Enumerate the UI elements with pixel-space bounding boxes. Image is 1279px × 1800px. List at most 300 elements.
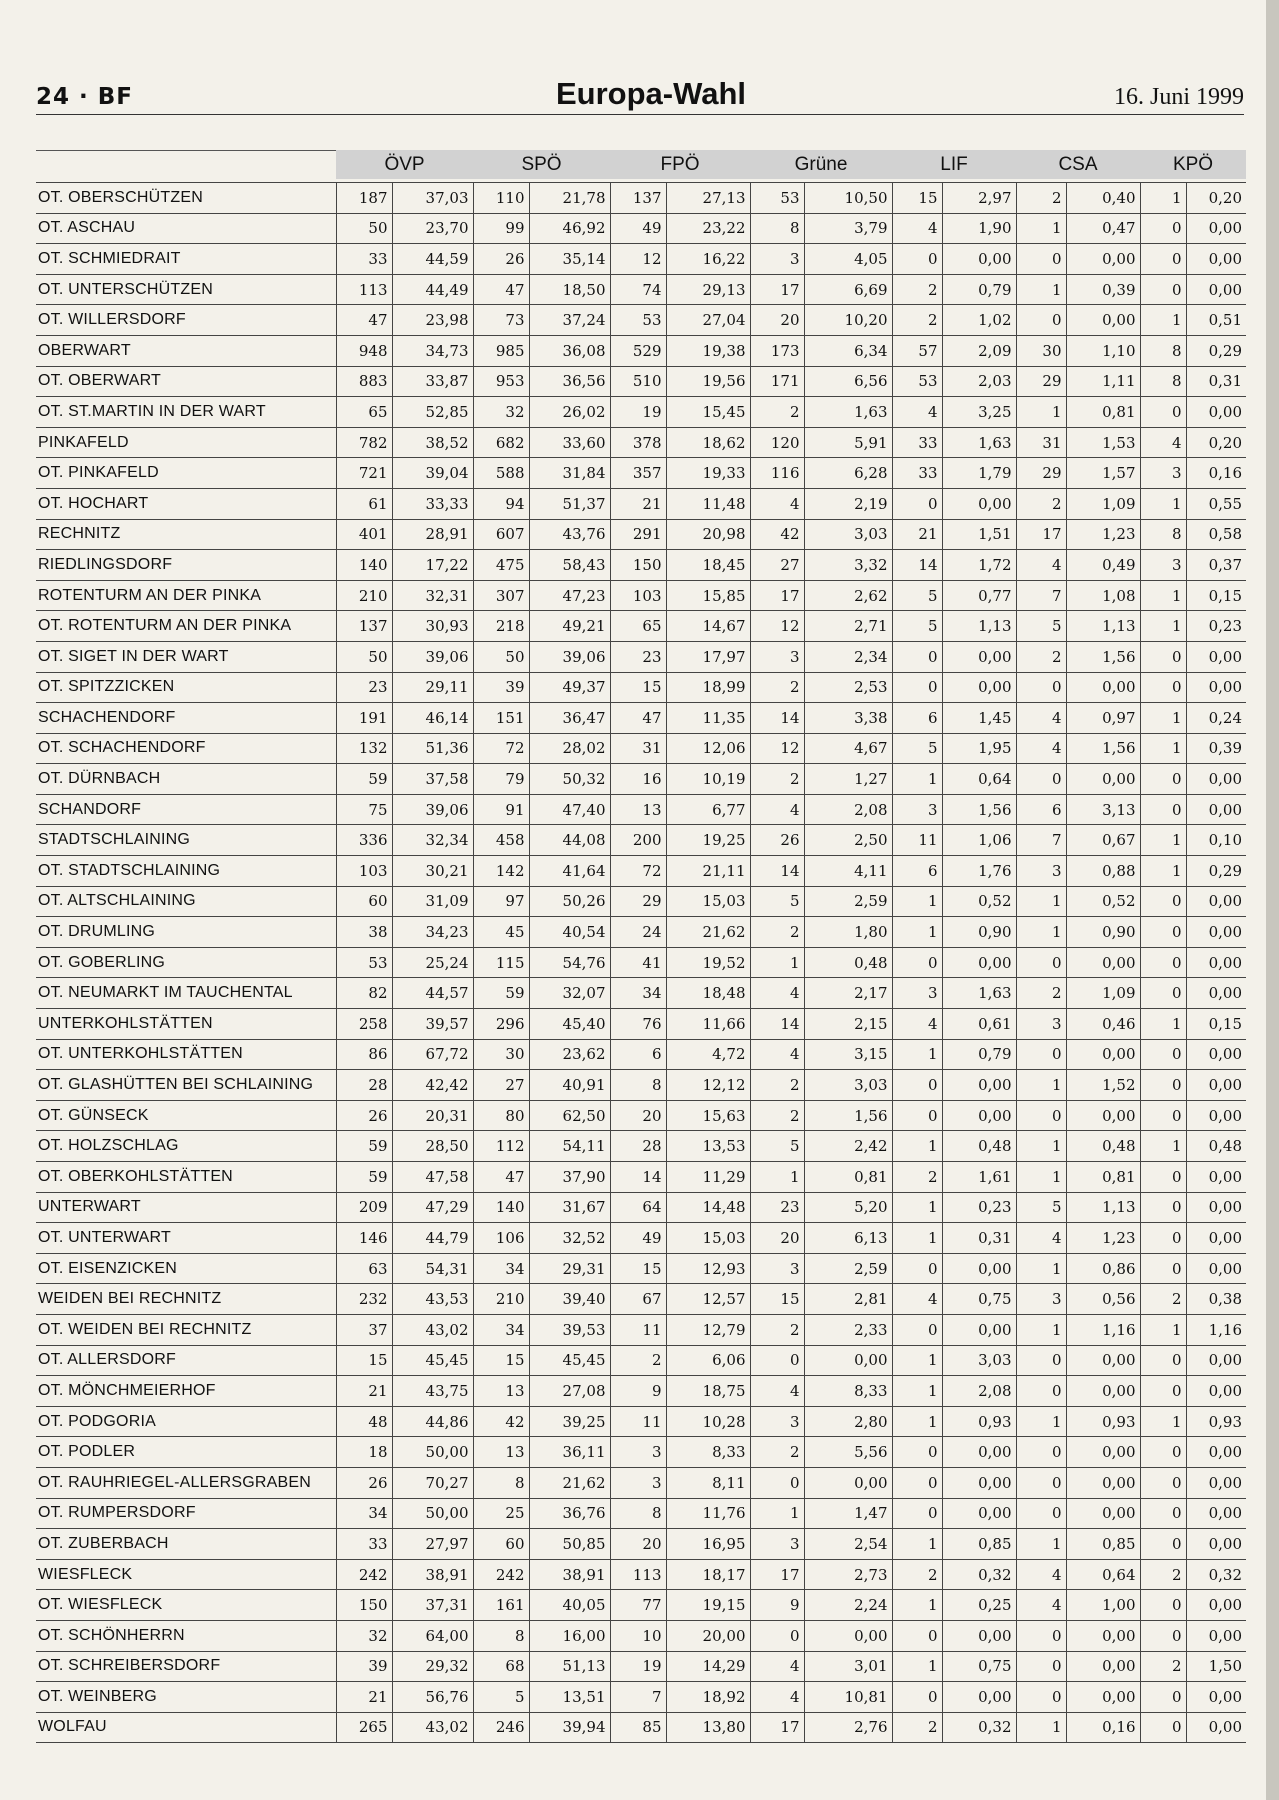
lif-votes: 1 — [892, 1590, 942, 1621]
gruene-percent: 4,05 — [804, 244, 892, 275]
fpoe-votes: 31 — [610, 733, 666, 764]
lif-percent: 0,90 — [942, 917, 1016, 948]
fpoe-votes: 77 — [610, 1590, 666, 1621]
kpoe-votes: 0 — [1140, 1590, 1186, 1621]
fpoe-percent: 6,77 — [666, 794, 750, 825]
lif-votes: 0 — [892, 672, 942, 703]
lif-votes: 6 — [892, 856, 942, 887]
municipality-name: OT. WIESFLECK — [36, 1590, 336, 1621]
table-row — [36, 1559, 1246, 1590]
municipality-name: OT. WILLERSDORF — [36, 305, 336, 336]
kpoe-percent: 0,48 — [1186, 1131, 1246, 1162]
gruene-votes: 173 — [750, 335, 804, 366]
oevp-percent: 29,32 — [392, 1651, 473, 1682]
spoe-percent: 23,62 — [529, 1039, 610, 1070]
kpoe-votes: 1 — [1140, 611, 1186, 642]
gruene-votes: 2 — [750, 1437, 804, 1468]
lif-percent: 0,00 — [942, 1070, 1016, 1101]
spoe-percent: 21,78 — [529, 183, 610, 214]
csa-percent: 0,40 — [1066, 183, 1140, 214]
fpoe-percent: 20,98 — [666, 519, 750, 550]
fpoe-percent: 12,57 — [666, 1284, 750, 1315]
spoe-votes: 80 — [473, 1100, 529, 1131]
csa-votes: 0 — [1016, 947, 1066, 978]
table-row — [36, 183, 1246, 214]
spoe-percent: 54,11 — [529, 1131, 610, 1162]
oevp-percent: 17,22 — [392, 550, 473, 581]
oevp-votes: 50 — [336, 213, 392, 244]
gruene-votes: 14 — [750, 703, 804, 734]
csa-percent: 0,52 — [1066, 886, 1140, 917]
spoe-percent: 18,50 — [529, 274, 610, 305]
csa-percent: 1,00 — [1066, 1590, 1140, 1621]
kpoe-percent: 0,00 — [1186, 1467, 1246, 1498]
lif-percent: 0,00 — [942, 1437, 1016, 1468]
spoe-votes: 110 — [473, 183, 529, 214]
kpoe-votes: 0 — [1140, 397, 1186, 428]
kpoe-percent: 0,93 — [1186, 1406, 1246, 1437]
kpoe-votes: 0 — [1140, 886, 1186, 917]
gruene-votes: 2 — [750, 764, 804, 795]
oevp-percent: 44,57 — [392, 978, 473, 1009]
municipality-name: OT. WEINBERG — [36, 1682, 336, 1713]
kpoe-votes: 0 — [1140, 1437, 1186, 1468]
spoe-percent: 29,31 — [529, 1253, 610, 1284]
kpoe-percent: 0,58 — [1186, 519, 1246, 550]
oevp-votes: 232 — [336, 1284, 392, 1315]
spoe-votes: 47 — [473, 274, 529, 305]
gruene-percent: 2,59 — [804, 886, 892, 917]
lif-votes: 0 — [892, 1620, 942, 1651]
table-row — [36, 1223, 1246, 1254]
gruene-votes: 2 — [750, 1070, 804, 1101]
fpoe-percent: 11,29 — [666, 1162, 750, 1193]
fpoe-percent: 29,13 — [666, 274, 750, 305]
spoe-percent: 27,08 — [529, 1376, 610, 1407]
party-header-kpoe: KPÖ — [1172, 154, 1214, 175]
gruene-percent: 2,54 — [804, 1529, 892, 1560]
lif-votes: 0 — [892, 1253, 942, 1284]
kpoe-votes: 0 — [1140, 794, 1186, 825]
fpoe-percent: 27,04 — [666, 305, 750, 336]
oevp-percent: 23,98 — [392, 305, 473, 336]
gruene-percent: 3,15 — [804, 1039, 892, 1070]
kpoe-votes: 1 — [1140, 488, 1186, 519]
oevp-votes: 65 — [336, 397, 392, 428]
lif-votes: 1 — [892, 1651, 942, 1682]
table-row — [36, 1376, 1246, 1407]
oevp-percent: 70,27 — [392, 1467, 473, 1498]
oevp-percent: 43,02 — [392, 1314, 473, 1345]
gruene-percent: 4,67 — [804, 733, 892, 764]
spoe-percent: 45,40 — [529, 1009, 610, 1040]
municipality-name: OT. OBERKOHLSTÄTTEN — [36, 1162, 336, 1193]
fpoe-votes: 15 — [610, 672, 666, 703]
csa-percent: 0,86 — [1066, 1253, 1140, 1284]
kpoe-percent: 0,00 — [1186, 1529, 1246, 1560]
oevp-votes: 140 — [336, 550, 392, 581]
csa-votes: 5 — [1016, 611, 1066, 642]
gruene-percent: 2,80 — [804, 1406, 892, 1437]
csa-votes: 29 — [1016, 366, 1066, 397]
oevp-percent: 39,57 — [392, 1009, 473, 1040]
table-row — [36, 794, 1246, 825]
csa-votes: 2 — [1016, 488, 1066, 519]
fpoe-percent: 18,45 — [666, 550, 750, 581]
fpoe-votes: 8 — [610, 1498, 666, 1529]
fpoe-percent: 19,15 — [666, 1590, 750, 1621]
oevp-percent: 45,45 — [392, 1345, 473, 1376]
gruene-percent: 2,24 — [804, 1590, 892, 1621]
table-row — [36, 641, 1246, 672]
kpoe-percent: 0,00 — [1186, 1253, 1246, 1284]
kpoe-percent: 0,00 — [1186, 1682, 1246, 1713]
oevp-votes: 39 — [336, 1651, 392, 1682]
csa-votes: 1 — [1016, 1314, 1066, 1345]
oevp-percent: 34,23 — [392, 917, 473, 948]
oevp-percent: 52,85 — [392, 397, 473, 428]
fpoe-votes: 74 — [610, 274, 666, 305]
csa-percent: 1,13 — [1066, 1192, 1140, 1223]
lif-votes: 0 — [892, 947, 942, 978]
kpoe-votes: 2 — [1140, 1651, 1186, 1682]
lif-votes: 57 — [892, 335, 942, 366]
oevp-percent: 39,06 — [392, 641, 473, 672]
kpoe-percent: 0,00 — [1186, 1070, 1246, 1101]
oevp-votes: 48 — [336, 1406, 392, 1437]
oevp-percent: 44,59 — [392, 244, 473, 275]
fpoe-percent: 8,33 — [666, 1437, 750, 1468]
spoe-votes: 115 — [473, 947, 529, 978]
spoe-percent: 58,43 — [529, 550, 610, 581]
lif-votes: 5 — [892, 580, 942, 611]
table-row — [36, 1070, 1246, 1101]
kpoe-votes: 1 — [1140, 183, 1186, 214]
gruene-votes: 12 — [750, 733, 804, 764]
gruene-percent: 2,62 — [804, 580, 892, 611]
fpoe-votes: 19 — [610, 397, 666, 428]
oevp-percent: 47,29 — [392, 1192, 473, 1223]
lif-percent: 0,48 — [942, 1131, 1016, 1162]
spoe-percent: 40,05 — [529, 1590, 610, 1621]
kpoe-percent: 0,00 — [1186, 1376, 1246, 1407]
fpoe-percent: 12,12 — [666, 1070, 750, 1101]
gruene-percent: 2,50 — [804, 825, 892, 856]
gruene-votes: 171 — [750, 366, 804, 397]
gruene-percent: 3,38 — [804, 703, 892, 734]
spoe-percent: 32,07 — [529, 978, 610, 1009]
csa-votes: 3 — [1016, 1284, 1066, 1315]
csa-percent: 0,00 — [1066, 947, 1140, 978]
table-row — [36, 672, 1246, 703]
table-row — [36, 213, 1246, 244]
table-row — [36, 917, 1246, 948]
lif-votes: 4 — [892, 1009, 942, 1040]
lif-votes: 1 — [892, 1223, 942, 1254]
lif-percent: 0,00 — [942, 1314, 1016, 1345]
table-row — [36, 1590, 1246, 1621]
lif-votes: 0 — [892, 1682, 942, 1713]
oevp-votes: 82 — [336, 978, 392, 1009]
csa-votes: 4 — [1016, 1559, 1066, 1590]
gruene-votes: 5 — [750, 886, 804, 917]
municipality-name: WOLFAU — [36, 1712, 336, 1743]
table-row — [36, 856, 1246, 887]
gruene-votes: 26 — [750, 825, 804, 856]
fpoe-votes: 47 — [610, 703, 666, 734]
kpoe-votes: 1 — [1140, 733, 1186, 764]
kpoe-votes: 8 — [1140, 366, 1186, 397]
gruene-percent: 2,53 — [804, 672, 892, 703]
spoe-percent: 37,24 — [529, 305, 610, 336]
lif-votes: 4 — [892, 397, 942, 428]
csa-percent: 0,00 — [1066, 1376, 1140, 1407]
lif-percent: 1,79 — [942, 458, 1016, 489]
spoe-votes: 140 — [473, 1192, 529, 1223]
fpoe-percent: 17,97 — [666, 641, 750, 672]
municipality-name: OT. SCHÖNHERRN — [36, 1620, 336, 1651]
csa-votes: 0 — [1016, 1682, 1066, 1713]
municipality-name: OT. HOLZSCHLAG — [36, 1131, 336, 1162]
csa-percent: 1,09 — [1066, 488, 1140, 519]
gruene-percent: 3,03 — [804, 519, 892, 550]
oevp-votes: 782 — [336, 427, 392, 458]
fpoe-percent: 19,52 — [666, 947, 750, 978]
gruene-percent: 1,56 — [804, 1100, 892, 1131]
lif-percent: 0,61 — [942, 1009, 1016, 1040]
csa-percent: 1,11 — [1066, 366, 1140, 397]
oevp-percent: 31,09 — [392, 886, 473, 917]
kpoe-votes: 1 — [1140, 825, 1186, 856]
lif-percent: 1,61 — [942, 1162, 1016, 1193]
spoe-votes: 296 — [473, 1009, 529, 1040]
table-row — [36, 886, 1246, 917]
spoe-percent: 43,76 — [529, 519, 610, 550]
spoe-votes: 34 — [473, 1253, 529, 1284]
spoe-votes: 307 — [473, 580, 529, 611]
gruene-votes: 27 — [750, 550, 804, 581]
table-row — [36, 1406, 1246, 1437]
oevp-votes: 209 — [336, 1192, 392, 1223]
oevp-votes: 113 — [336, 274, 392, 305]
fpoe-votes: 3 — [610, 1437, 666, 1468]
lif-votes: 1 — [892, 1529, 942, 1560]
gruene-votes: 3 — [750, 1529, 804, 1560]
csa-percent: 1,08 — [1066, 580, 1140, 611]
lif-votes: 53 — [892, 366, 942, 397]
kpoe-percent: 0,00 — [1186, 1590, 1246, 1621]
table-row — [36, 519, 1246, 550]
oevp-percent: 43,53 — [392, 1284, 473, 1315]
gruene-votes: 23 — [750, 1192, 804, 1223]
spoe-percent: 40,54 — [529, 917, 610, 948]
gruene-percent: 0,00 — [804, 1467, 892, 1498]
oevp-votes: 47 — [336, 305, 392, 336]
lif-votes: 3 — [892, 794, 942, 825]
party-header-lif: LIF — [940, 154, 968, 175]
csa-votes: 0 — [1016, 244, 1066, 275]
spoe-votes: 32 — [473, 397, 529, 428]
spoe-percent: 31,84 — [529, 458, 610, 489]
gruene-votes: 4 — [750, 1376, 804, 1407]
lif-votes: 1 — [892, 1345, 942, 1376]
table-row — [36, 1620, 1246, 1651]
spoe-percent: 49,37 — [529, 672, 610, 703]
gruene-votes: 4 — [750, 978, 804, 1009]
kpoe-votes: 0 — [1140, 641, 1186, 672]
lif-votes: 5 — [892, 733, 942, 764]
spoe-percent: 36,08 — [529, 335, 610, 366]
kpoe-percent: 0,51 — [1186, 305, 1246, 336]
gruene-votes: 2 — [750, 917, 804, 948]
oevp-votes: 242 — [336, 1559, 392, 1590]
csa-votes: 2 — [1016, 183, 1066, 214]
csa-votes: 30 — [1016, 335, 1066, 366]
csa-votes: 7 — [1016, 580, 1066, 611]
lif-percent: 3,03 — [942, 1345, 1016, 1376]
table-row — [36, 397, 1246, 428]
kpoe-percent: 0,00 — [1186, 1223, 1246, 1254]
csa-percent: 0,00 — [1066, 764, 1140, 795]
lif-percent: 1,02 — [942, 305, 1016, 336]
table-row — [36, 1437, 1246, 1468]
spoe-percent: 49,21 — [529, 611, 610, 642]
gruene-votes: 120 — [750, 427, 804, 458]
table-row — [36, 1467, 1246, 1498]
oevp-percent: 50,00 — [392, 1437, 473, 1468]
kpoe-percent: 0,29 — [1186, 856, 1246, 887]
kpoe-votes: 1 — [1140, 1131, 1186, 1162]
kpoe-votes: 0 — [1140, 1192, 1186, 1223]
csa-votes: 3 — [1016, 856, 1066, 887]
table-row — [36, 703, 1246, 734]
oevp-percent: 44,86 — [392, 1406, 473, 1437]
fpoe-votes: 7 — [610, 1682, 666, 1713]
lif-percent: 0,23 — [942, 1192, 1016, 1223]
fpoe-votes: 76 — [610, 1009, 666, 1040]
spoe-percent: 37,90 — [529, 1162, 610, 1193]
gruene-percent: 5,20 — [804, 1192, 892, 1223]
table-row — [36, 580, 1246, 611]
fpoe-percent: 19,56 — [666, 366, 750, 397]
csa-percent: 1,56 — [1066, 641, 1140, 672]
fpoe-votes: 23 — [610, 641, 666, 672]
oevp-percent: 43,02 — [392, 1712, 473, 1743]
lif-votes: 5 — [892, 611, 942, 642]
lif-votes: 1 — [892, 886, 942, 917]
table-row — [36, 1345, 1246, 1376]
fpoe-percent: 19,38 — [666, 335, 750, 366]
fpoe-percent: 11,66 — [666, 1009, 750, 1040]
gruene-votes: 15 — [750, 1284, 804, 1315]
spoe-votes: 99 — [473, 213, 529, 244]
lif-votes: 0 — [892, 1100, 942, 1131]
csa-votes: 0 — [1016, 1498, 1066, 1529]
csa-percent: 0,00 — [1066, 1345, 1140, 1376]
gruene-percent: 2,33 — [804, 1314, 892, 1345]
fpoe-votes: 200 — [610, 825, 666, 856]
kpoe-percent: 0,00 — [1186, 764, 1246, 795]
fpoe-votes: 29 — [610, 886, 666, 917]
kpoe-votes: 0 — [1140, 244, 1186, 275]
kpoe-percent: 0,00 — [1186, 794, 1246, 825]
gruene-votes: 2 — [750, 397, 804, 428]
table-row — [36, 488, 1246, 519]
lif-votes: 2 — [892, 305, 942, 336]
spoe-votes: 27 — [473, 1070, 529, 1101]
oevp-votes: 33 — [336, 244, 392, 275]
spoe-votes: 682 — [473, 427, 529, 458]
csa-votes: 4 — [1016, 1223, 1066, 1254]
lif-percent: 0,32 — [942, 1559, 1016, 1590]
fpoe-votes: 41 — [610, 947, 666, 978]
municipality-name: OT. GLASHÜTTEN BEI SCHLAINING — [36, 1070, 336, 1101]
lif-votes: 0 — [892, 1070, 942, 1101]
kpoe-percent: 0,10 — [1186, 825, 1246, 856]
oevp-percent: 56,76 — [392, 1682, 473, 1713]
oevp-percent: 32,31 — [392, 580, 473, 611]
lif-votes: 3 — [892, 978, 942, 1009]
spoe-percent: 47,40 — [529, 794, 610, 825]
csa-percent: 0,00 — [1066, 1682, 1140, 1713]
oevp-votes: 23 — [336, 672, 392, 703]
lif-percent: 2,03 — [942, 366, 1016, 397]
kpoe-percent: 0,29 — [1186, 335, 1246, 366]
spoe-percent: 39,40 — [529, 1284, 610, 1315]
municipality-name: OT. HOCHART — [36, 488, 336, 519]
table-row — [36, 978, 1246, 1009]
fpoe-percent: 14,67 — [666, 611, 750, 642]
spoe-votes: 50 — [473, 641, 529, 672]
kpoe-percent: 0,00 — [1186, 1192, 1246, 1223]
spoe-votes: 42 — [473, 1406, 529, 1437]
municipality-name: OT. SCHACHENDORF — [36, 733, 336, 764]
lif-percent: 0,00 — [942, 672, 1016, 703]
fpoe-percent: 13,80 — [666, 1712, 750, 1743]
csa-votes: 0 — [1016, 1467, 1066, 1498]
kpoe-votes: 0 — [1140, 1223, 1186, 1254]
kpoe-percent: 0,16 — [1186, 458, 1246, 489]
lif-votes: 4 — [892, 213, 942, 244]
csa-votes: 2 — [1016, 641, 1066, 672]
fpoe-percent: 27,13 — [666, 183, 750, 214]
csa-percent: 0,00 — [1066, 1498, 1140, 1529]
lif-votes: 6 — [892, 703, 942, 734]
kpoe-percent: 0,00 — [1186, 1498, 1246, 1529]
spoe-percent: 33,60 — [529, 427, 610, 458]
kpoe-votes: 1 — [1140, 580, 1186, 611]
lif-percent: 0,93 — [942, 1406, 1016, 1437]
municipality-name: OT. DRUMLING — [36, 917, 336, 948]
oevp-votes: 28 — [336, 1070, 392, 1101]
gruene-votes: 1 — [750, 1498, 804, 1529]
table-row — [36, 1100, 1246, 1131]
municipality-name: OT. SPITZZICKEN — [36, 672, 336, 703]
fpoe-percent: 18,92 — [666, 1682, 750, 1713]
kpoe-votes: 8 — [1140, 335, 1186, 366]
csa-votes: 6 — [1016, 794, 1066, 825]
lif-percent: 0,52 — [942, 886, 1016, 917]
kpoe-percent: 0,00 — [1186, 1437, 1246, 1468]
spoe-percent: 36,47 — [529, 703, 610, 734]
spoe-votes: 588 — [473, 458, 529, 489]
csa-percent: 0,00 — [1066, 1620, 1140, 1651]
oevp-percent: 23,70 — [392, 213, 473, 244]
oevp-votes: 38 — [336, 917, 392, 948]
oevp-percent: 28,91 — [392, 519, 473, 550]
oevp-votes: 33 — [336, 1529, 392, 1560]
party-header-gruene: Grüne — [794, 154, 848, 175]
